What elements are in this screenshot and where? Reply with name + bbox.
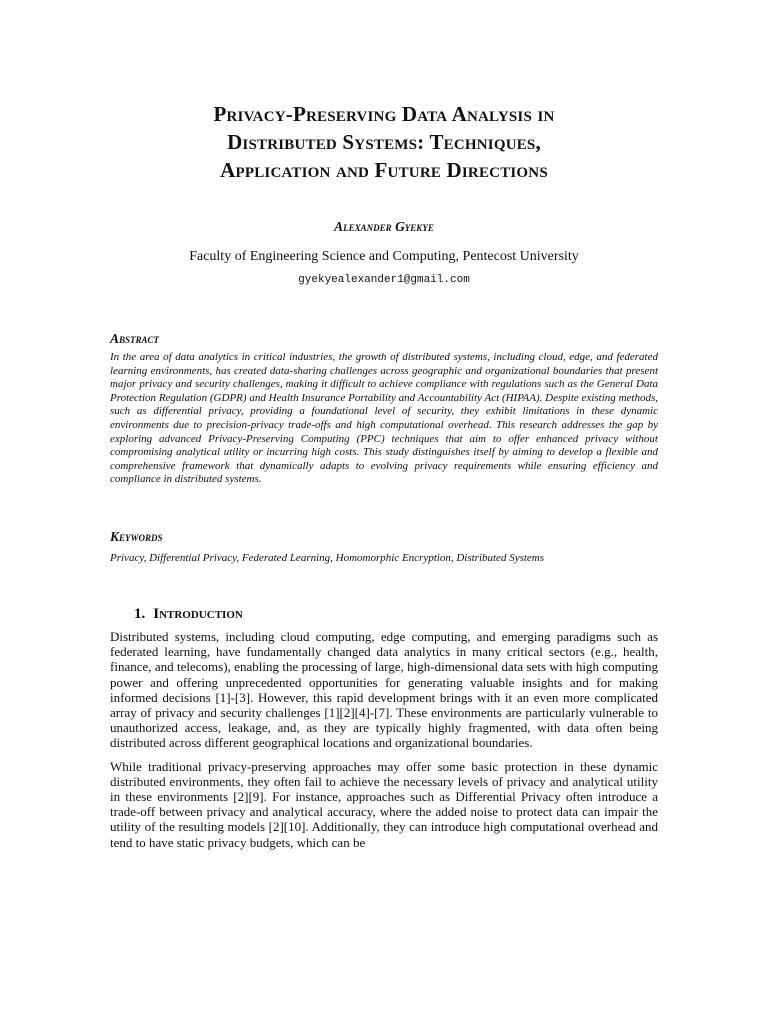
intro-paragraph: While traditional privacy-preserving approaches may offer some basic protection in these dynamic distributed environments, they often fail to achieve the necessary levels of privacy and analytical utility in these environments [2][9]. For instance, approaches such as Differential Privacy often introduce a trade-off between privacy and analytical accuracy, where the added noise to protect data can impair the utility of the resulting models [2][10]. Additionally, they can introduce high computational overhead and tend to have static privacy budgets, which can be: [110, 758, 658, 850]
paper-title: [110, 100, 658, 184]
title-line: Privacy-Preserving Data Analysis in: [213, 102, 555, 126]
author-email: gyekyealexander1@gmail.com: [298, 274, 470, 286]
section-number: 1.: [134, 605, 146, 622]
author-name: Alexander Gyekye: [334, 219, 434, 234]
keywords-heading: Keywords: [110, 528, 163, 544]
title-line: Distributed Systems: Techniques,: [227, 130, 541, 154]
abstract-heading: Abstract: [110, 331, 160, 346]
intro-paragraph: Distributed systems, including cloud computing, edge computing, and emerging paradigms such as federated learning, have fundamentally changed data analytics in many critical sectors (e.g., health, finance, and telecoms), enabling the processing of large, high-dimensional data sets with high computing power and offering unprecedented opportunities for generating valuable insights and for making informed decisions [1]-[3]. However, this rapid development brings with it an even more complicated array of privacy and security challenges [1][2][4]-[7]. These environments are particularly vulnerable to unauthorized access, leakage, and, as they are typically highly fragmented, with data often being distributed across different geographical locations and organizational boundaries.: [110, 628, 658, 751]
keywords-text: Privacy, Differential Privacy, Federated Learning, Homomorphic Encryption, Distributed Systems: [110, 551, 545, 564]
abstract-text: In the area of data analytics in critical industries, the growth of distributed systems, including cloud, edge, and federated learning environments, has created data-sharing challenges across geographic and organizational boundaries that present major privacy and security challenges, making it difficult to achieve compliance with regulations such as the General Data Protection Regulation (GDPR) and Health Insurance Portability and Accountability Act (HIPAA). Despite existing methods, such as differential privacy, providing a foundational level of security, they exhibit limitations in these dynamic environments due to precision-privacy trade-offs and high computational overhead. This research addresses the gap by exploring advanced Privacy-Preserving Computing (PPC) techniques that aim to offer enhanced privacy without compromising analytical utility or incurring high costs. This study distinguishes itself by aiming to develop a flexible and comprehensive framework that dynamically adapts to evolving privacy requirements while ensuring efficiency and compliance in distributed systems.: [110, 351, 658, 486]
title-line: Application and Future Directions: [220, 158, 548, 182]
introduction-heading: [110, 605, 658, 623]
paper-page: [110, 100, 658, 850]
section-title: Introduction: [153, 605, 243, 622]
author-affiliation: Faculty of Engineering Science and Computing, Pentecost University: [189, 249, 579, 264]
